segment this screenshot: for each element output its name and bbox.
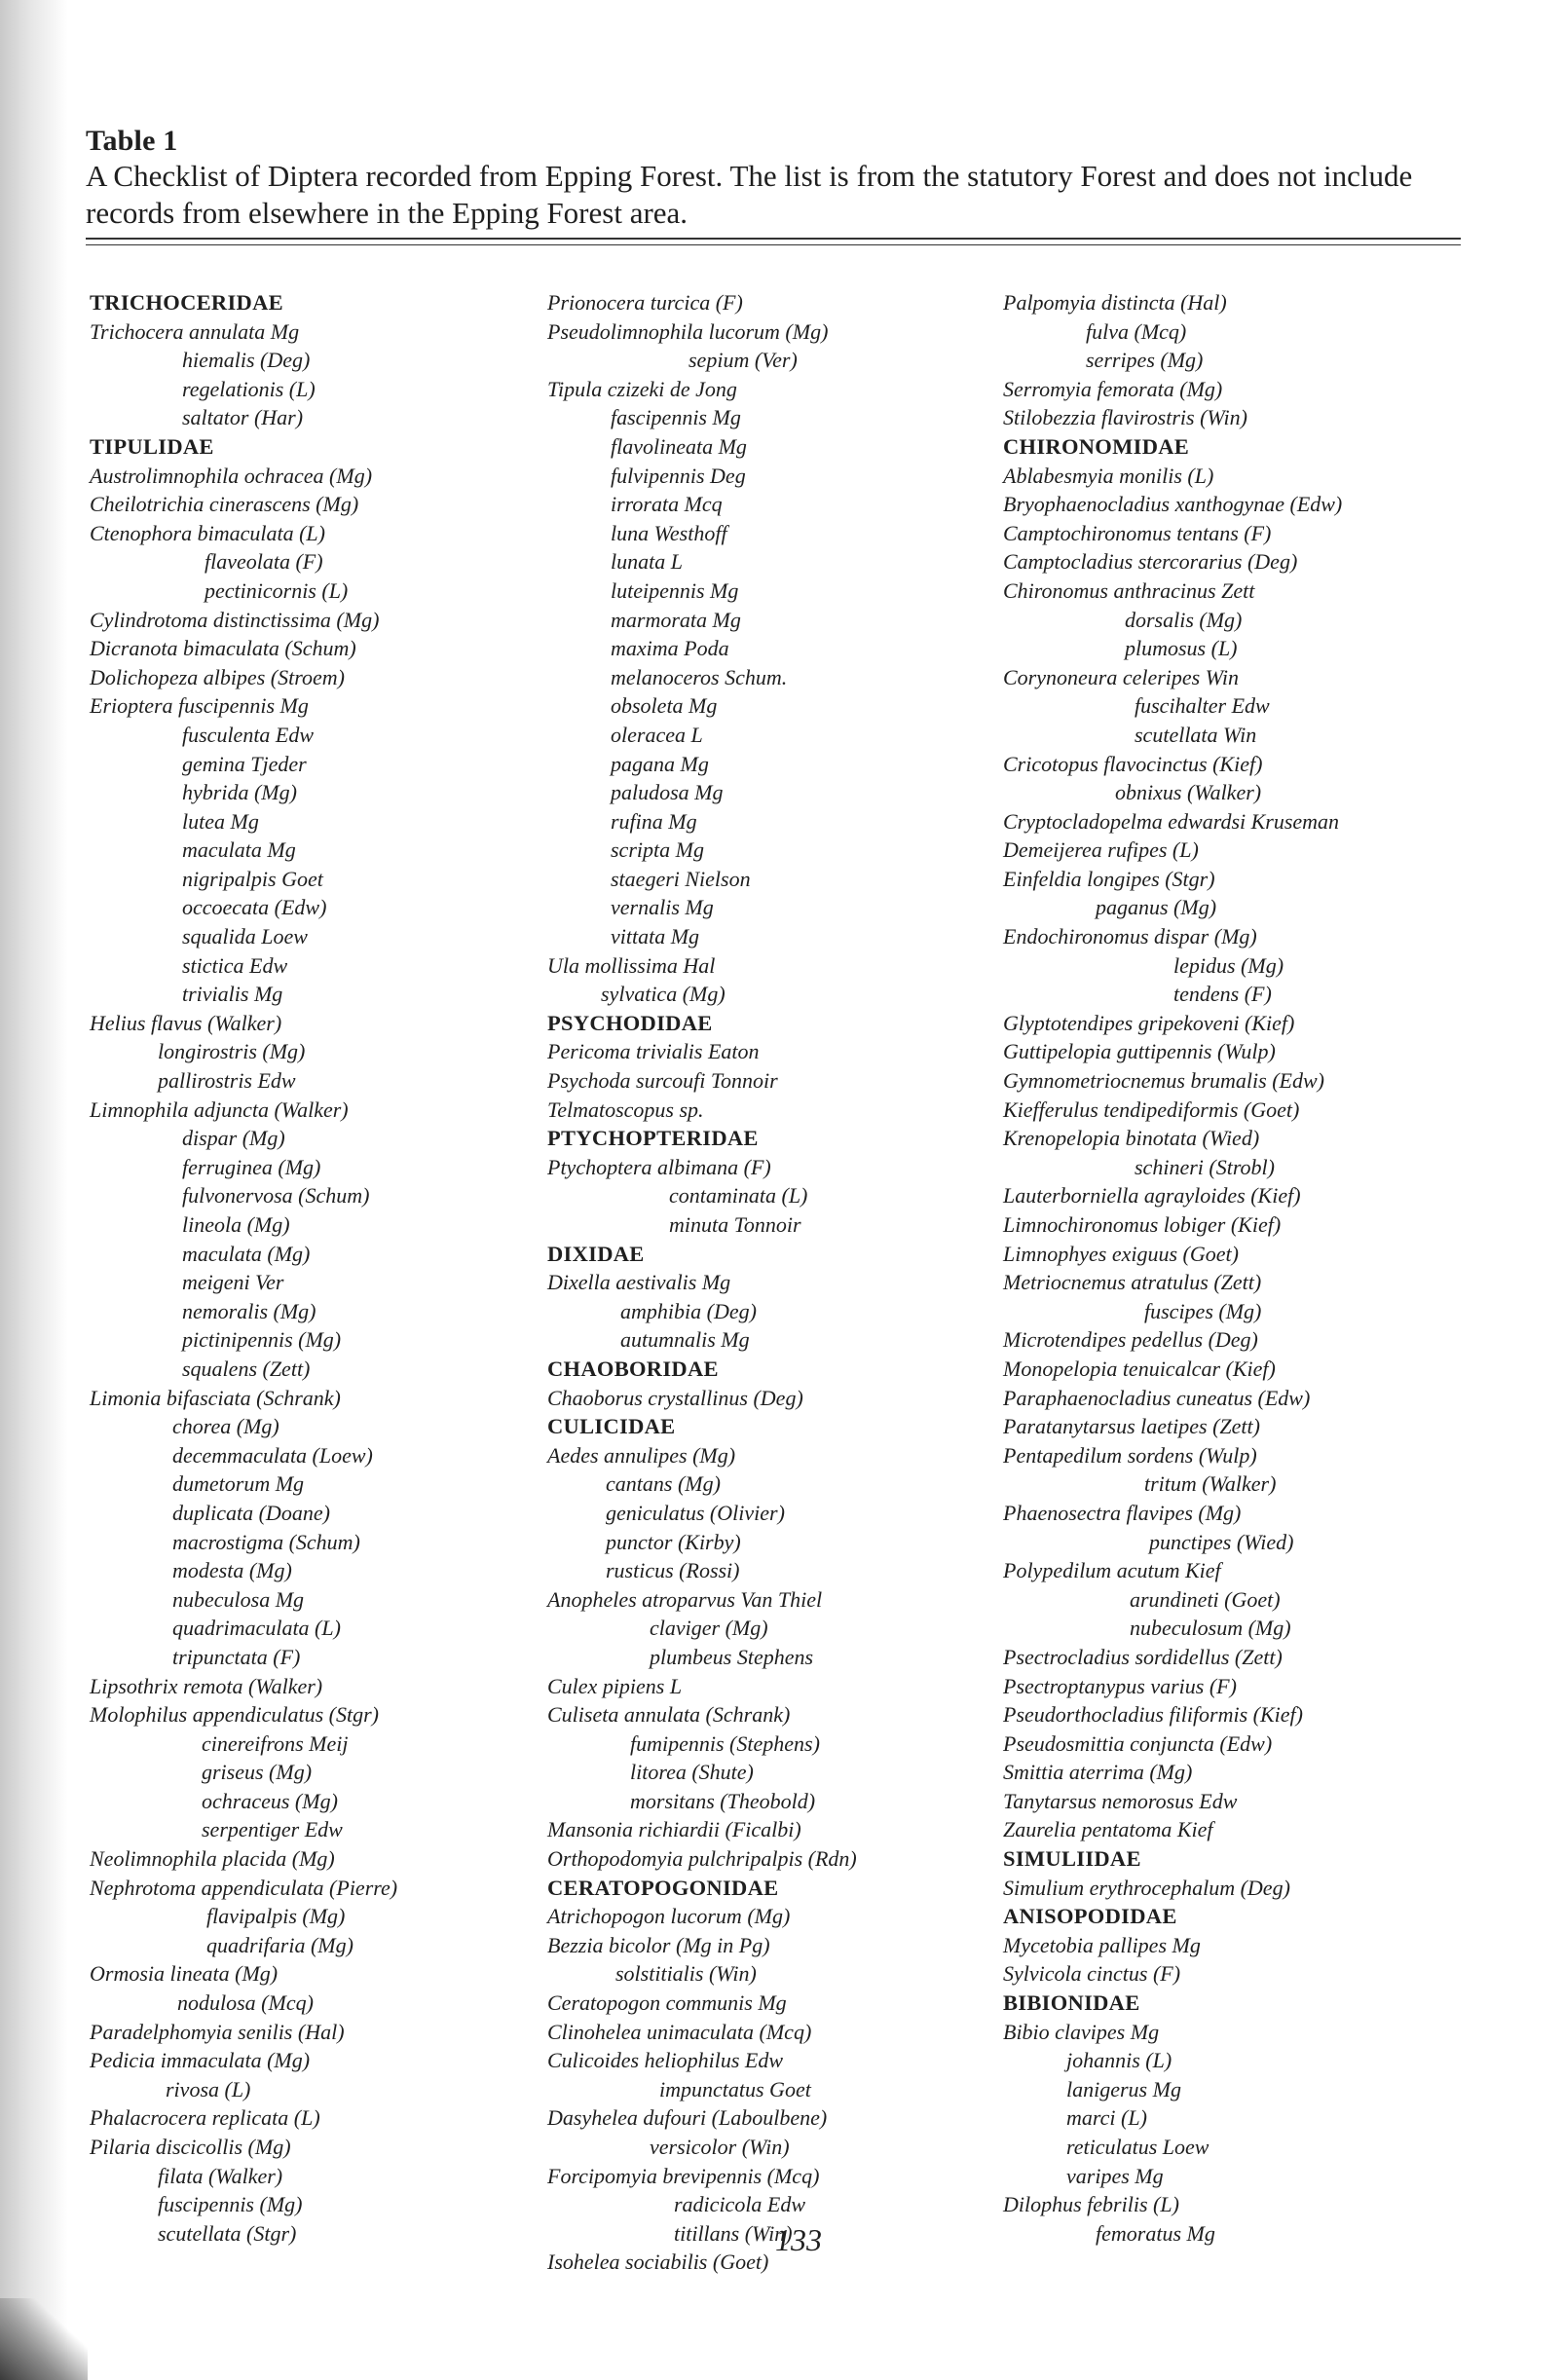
- species-entry: hiemalis (Deg): [182, 348, 311, 373]
- species-entry: squalens (Zett): [182, 1356, 311, 1381]
- species-entry: marci (L): [1066, 2105, 1147, 2131]
- species-entry: Chaoborus crystallinus (Deg): [547, 1385, 803, 1410]
- species-entry: quadrimaculata (L): [172, 1616, 341, 1641]
- species-entry: Camptocladius stercorarius (Deg): [1003, 549, 1298, 575]
- species-entry: rusticus (Rossi): [606, 1558, 740, 1583]
- species-entry: Psectroptanypus varius (F): [1003, 1673, 1237, 1698]
- header-rule: [86, 238, 1461, 240]
- species-entry: marmorata Mg: [611, 607, 741, 632]
- species-entry: occoecata (Edw): [182, 895, 327, 920]
- family-heading: CHAOBORIDAE: [547, 1356, 719, 1381]
- species-entry: modesta (Mg): [172, 1558, 292, 1583]
- species-entry: maculata (Mg): [182, 1241, 311, 1266]
- species-entry: Palpomyia distincta (Hal): [1003, 290, 1227, 315]
- species-entry: Culex pipiens L: [547, 1673, 683, 1698]
- species-entry: geniculatus (Olivier): [606, 1500, 785, 1525]
- species-entry: Forcipomyia brevipennis (Mcq): [547, 2163, 820, 2188]
- species-entry: Guttipelopia guttipennis (Wulp): [1003, 1039, 1276, 1064]
- species-entry: Einfeldia longipes (Stgr): [1003, 866, 1215, 891]
- species-entry: maculata Mg: [182, 837, 296, 863]
- species-entry: Atrichopogon lucorum (Mg): [547, 1904, 791, 1929]
- species-entry: Dasyhelea dufouri (Laboulbene): [547, 2105, 828, 2131]
- species-entry: flavipalpis (Mg): [206, 1904, 346, 1929]
- species-entry: punctipes (Wied): [1149, 1529, 1294, 1554]
- species-entry: Tipula czizeki de Jong: [547, 376, 737, 401]
- species-entry: Demeijerea rufipes (L): [1003, 837, 1199, 863]
- species-entry: Tanytarsus nemorosus Edw: [1003, 1788, 1238, 1813]
- species-entry: maxima Poda: [611, 636, 729, 661]
- species-entry: nigripalpis Goet: [182, 866, 323, 891]
- species-entry: duplicata (Doane): [172, 1500, 330, 1525]
- species-entry: filata (Walker): [158, 2163, 283, 2188]
- species-entry: impunctatus Goet: [659, 2076, 811, 2101]
- species-entry: meigeni Ver: [182, 1270, 284, 1295]
- species-entry: Stilobezzia flavirostris (Win): [1003, 405, 1247, 430]
- species-entry: Bryophaenocladius xanthogynae (Edw): [1003, 492, 1343, 517]
- family-heading: CHIRONOMIDAE: [1003, 433, 1190, 459]
- species-entry: Limnophila adjuncta (Walker): [90, 1097, 349, 1122]
- species-entry: Corynoneura celeripes Win: [1003, 664, 1239, 689]
- species-entry: Serromyia femorata (Mg): [1003, 376, 1223, 401]
- species-entry: radicicola Edw: [674, 2192, 806, 2217]
- species-entry: Neolimnophila placida (Mg): [90, 1846, 335, 1872]
- species-entry: fuscipes (Mg): [1144, 1298, 1262, 1323]
- species-entry: obnixus (Walker): [1115, 780, 1262, 805]
- species-entry: Cylindrotoma distinctissima (Mg): [90, 607, 380, 632]
- species-entry: paganus (Mg): [1096, 895, 1217, 920]
- species-entry: trivialis Mg: [182, 982, 283, 1007]
- species-entry: Paratanytarsus laetipes (Zett): [1003, 1414, 1260, 1439]
- species-entry: fulva (Mcq): [1086, 318, 1187, 344]
- family-heading: PTYCHOPTERIDAE: [547, 1126, 759, 1151]
- species-entry: Trichocera annulata Mg: [90, 318, 300, 344]
- species-entry: Cricotopus flavocinctus (Kief): [1003, 751, 1263, 776]
- species-entry: cantans (Mg): [606, 1471, 721, 1497]
- species-entry: Chironomus anthracinus Zett: [1003, 577, 1255, 603]
- species-entry: lepidus (Mg): [1173, 952, 1284, 978]
- checklist-column-1: [90, 288, 547, 2248]
- species-entry: plumbeus Stephens: [650, 1644, 814, 1669]
- species-entry: decemmaculata (Loew): [172, 1442, 373, 1468]
- species-entry: nubeculosum (Mg): [1130, 1616, 1291, 1641]
- species-entry: Polypedilum acutum Kief: [1003, 1558, 1221, 1583]
- species-entry: ochraceus (Mg): [202, 1788, 338, 1813]
- species-entry: fusculenta Edw: [182, 722, 315, 747]
- species-entry: Clinohelea unimaculata (Mcq): [547, 2019, 812, 2044]
- species-entry: irrorata Mcq: [611, 492, 723, 517]
- species-entry: lineola (Mg): [182, 1212, 290, 1237]
- species-entry: Dixella aestivalis Mg: [547, 1270, 731, 1295]
- species-entry: Erioptera fuscipennis Mg: [90, 693, 309, 719]
- species-entry: Ula mollissima Hal: [547, 952, 716, 978]
- page-number: 133: [775, 2222, 822, 2257]
- species-entry: gemina Tjeder: [182, 751, 307, 776]
- species-entry: sepium (Ver): [688, 348, 798, 373]
- species-entry: Phalacrocera replicata (L): [90, 2105, 320, 2131]
- species-entry: Kiefferulus tendipediformis (Goet): [1003, 1097, 1300, 1122]
- species-entry: melanoceros Schum.: [611, 664, 788, 689]
- species-entry: claviger (Mg): [650, 1616, 768, 1641]
- family-heading: ANISOPODIDAE: [1003, 1904, 1177, 1929]
- family-heading: TIPULIDAE: [90, 433, 214, 459]
- species-entry: fulvipennis Deg: [611, 463, 746, 488]
- species-entry: Mycetobia pallipes Mg: [1003, 1932, 1201, 1957]
- species-entry: johannis (L): [1066, 2048, 1172, 2073]
- species-entry: rufina Mg: [611, 808, 697, 834]
- species-entry: Culicoides heliophilus Edw: [547, 2048, 783, 2073]
- species-entry: Simulium erythrocephalum (Deg): [1003, 1875, 1290, 1900]
- species-entry: scutellata (Stgr): [158, 2220, 297, 2246]
- species-entry: punctor (Kirby): [606, 1529, 741, 1554]
- species-entry: Endochironomus dispar (Mg): [1003, 924, 1257, 949]
- species-entry: fulvonervosa (Schum): [182, 1183, 370, 1209]
- species-entry: Nephrotoma appendiculata (Pierre): [90, 1875, 398, 1900]
- species-entry: Psectrocladius sordidellus (Zett): [1003, 1644, 1283, 1669]
- species-entry: Aedes annulipes (Mg): [547, 1442, 736, 1468]
- species-entry: Prionocera turcica (F): [547, 290, 743, 315]
- species-entry: Ablabesmyia monilis (L): [1003, 463, 1214, 488]
- checklist-column-2: [547, 288, 1005, 2277]
- species-entry: Pseudolimnophila lucorum (Mg): [547, 318, 829, 344]
- species-entry: regelationis (L): [182, 376, 316, 401]
- species-entry: Pilaria discicollis (Mg): [90, 2135, 291, 2159]
- species-entry: dorsalis (Mg): [1125, 607, 1243, 632]
- species-entry: Helius flavus (Walker): [90, 1010, 282, 1035]
- table-caption: A Checklist of Diptera recorded from Epping Forest. The list is from the statutory Forest and does not include records from elsewhere in the Epping Forest area.: [86, 159, 1413, 230]
- species-entry: squalida Loew: [182, 924, 308, 949]
- species-entry: Microtendipes pedellus (Deg): [1003, 1327, 1258, 1353]
- species-entry: quadrifaria (Mg): [206, 1932, 354, 1957]
- species-entry: Sylvicola cinctus (F): [1003, 1961, 1181, 1987]
- checklist-column-3: [1003, 288, 1529, 2248]
- species-entry: luteipennis Mg: [611, 577, 739, 603]
- species-entry: fuscipennis (Mg): [158, 2192, 303, 2217]
- species-entry: Dicranota bimaculata (Schum): [90, 636, 356, 661]
- species-entry: amphibia (Deg): [620, 1298, 757, 1323]
- species-entry: tripunctata (F): [172, 1644, 301, 1669]
- species-entry: Dilophus febrilis (L): [1003, 2192, 1179, 2217]
- species-entry: rivosa (L): [166, 2076, 251, 2101]
- species-entry: Phaenosectra flavipes (Mg): [1003, 1500, 1242, 1525]
- species-entry: Ceratopogon communis Mg: [547, 1990, 787, 2016]
- species-entry: femoratus Mg: [1096, 2220, 1215, 2246]
- species-entry: Krenopelopia binotata (Wied): [1003, 1126, 1260, 1151]
- species-entry: hybrida (Mg): [182, 780, 297, 805]
- table-label: Table 1: [86, 125, 178, 157]
- species-entry: titillans (Win): [674, 2220, 793, 2246]
- species-entry: morsitans (Theobold): [630, 1788, 816, 1813]
- species-entry: reticulatus Loew: [1066, 2135, 1209, 2159]
- species-entry: tritum (Walker): [1144, 1471, 1277, 1497]
- species-entry: Smittia aterrima (Mg): [1003, 1760, 1193, 1785]
- species-entry: ferruginea (Mg): [182, 1154, 321, 1179]
- species-entry: Molophilus appendiculatus (Stgr): [90, 1702, 379, 1728]
- species-entry: Pedicia immaculata (Mg): [90, 2048, 311, 2073]
- species-entry: Psychoda surcoufi Tonnoir: [547, 1068, 778, 1094]
- species-entry: nubeculosa Mg: [172, 1586, 305, 1612]
- species-entry: serpentiger Edw: [202, 1817, 343, 1842]
- species-entry: Dolichopeza albipes (Stroem): [90, 664, 345, 689]
- species-entry: luna Westhoff: [611, 520, 727, 545]
- species-entry: obsoleta Mg: [611, 693, 718, 719]
- species-entry: pagana Mg: [611, 751, 709, 776]
- species-entry: Lauterborniella agrayloides (Kief): [1003, 1183, 1301, 1209]
- species-entry: tendens (F): [1173, 982, 1272, 1007]
- species-entry: Paradelphomyia senilis (Hal): [90, 2019, 345, 2044]
- species-entry: Zaurelia pentatoma Kief: [1003, 1817, 1213, 1842]
- family-heading: SIMULIIDAE: [1003, 1846, 1141, 1872]
- species-entry: dumetorum Mg: [172, 1471, 305, 1497]
- species-entry: staegeri Nielson: [611, 866, 751, 891]
- family-heading: DIXIDAE: [547, 1241, 645, 1266]
- species-entry: Pentapedilum sordens (Wulp): [1003, 1442, 1257, 1468]
- species-entry: dispar (Mg): [182, 1126, 285, 1151]
- species-entry: Lipsothrix remota (Walker): [90, 1673, 323, 1698]
- species-entry: flavolineata Mg: [611, 433, 747, 459]
- species-entry: autumnalis Mg: [620, 1327, 750, 1353]
- species-entry: Ptychoptera albimana (F): [547, 1154, 771, 1179]
- species-entry: scripta Mg: [611, 837, 704, 863]
- species-entry: Glyptotendipes gripekoveni (Kief): [1003, 1010, 1295, 1035]
- species-entry: plumosus (L): [1125, 636, 1238, 661]
- species-entry: fuscihalter Edw: [1135, 693, 1270, 719]
- species-entry: sylvatica (Mg): [601, 982, 726, 1007]
- species-entry: Bibio clavipes Mg: [1003, 2019, 1160, 2044]
- species-entry: Metriocnemus atratulus (Zett): [1003, 1270, 1262, 1295]
- species-entry: solstitialis (Win): [615, 1961, 757, 1987]
- species-entry: Pseudorthocladius filiformis (Kief): [1003, 1702, 1303, 1728]
- species-entry: schineri (Strobl): [1135, 1154, 1275, 1179]
- species-entry: lunata L: [611, 549, 683, 575]
- species-entry: contaminata (L): [669, 1183, 808, 1209]
- species-entry: Bezzia bicolor (Mg in Pg): [547, 1932, 770, 1957]
- species-entry: chorea (Mg): [172, 1414, 279, 1439]
- species-entry: Cheilotrichia cinerascens (Mg): [90, 492, 359, 517]
- species-entry: lutea Mg: [182, 808, 259, 834]
- species-entry: pectinicornis (L): [205, 577, 349, 603]
- family-heading: CULICIDAE: [547, 1414, 676, 1439]
- species-entry: Isohelea sociabilis (Goet): [547, 2250, 769, 2275]
- species-entry: Pericoma trivialis Eaton: [547, 1039, 760, 1064]
- species-entry: Camptochironomus tentans (F): [1003, 520, 1272, 545]
- species-entry: Austrolimnophila ochracea (Mg): [90, 463, 373, 488]
- species-entry: vernalis Mg: [611, 895, 714, 920]
- family-heading: BIBIONIDAE: [1003, 1990, 1140, 2016]
- species-entry: pictinipennis (Mg): [182, 1327, 342, 1353]
- family-heading: CERATOPOGONIDAE: [547, 1875, 779, 1900]
- species-entry: stictica Edw: [182, 952, 288, 978]
- species-entry: Limonia bifasciata (Schrank): [90, 1385, 341, 1410]
- species-entry: varipes Mg: [1066, 2163, 1164, 2188]
- species-entry: fumipennis (Stephens): [630, 1730, 820, 1756]
- species-entry: Orthopodomyia pulchripalpis (Rdn): [547, 1846, 857, 1872]
- species-entry: Gymnometriocnemus brumalis (Edw): [1003, 1068, 1324, 1094]
- species-entry: Ormosia lineata (Mg): [90, 1961, 279, 1987]
- species-entry: fascipennis Mg: [611, 405, 741, 430]
- scan-edge-shadow: [0, 0, 68, 2380]
- species-entry: longirostris (Mg): [158, 1039, 306, 1064]
- species-entry: Limnophyes exiguus (Goet): [1003, 1241, 1239, 1266]
- species-entry: Pseudosmittia conjuncta (Edw): [1003, 1730, 1273, 1756]
- species-entry: Anopheles atroparvus Van Thiel: [547, 1586, 823, 1612]
- species-entry: Limnochironomus lobiger (Kief): [1003, 1212, 1282, 1237]
- species-entry: flaveolata (F): [205, 549, 323, 575]
- species-entry: arundineti (Goet): [1130, 1586, 1281, 1612]
- family-heading: TRICHOCERIDAE: [90, 290, 283, 315]
- species-entry: Ctenophora bimaculata (L): [90, 520, 325, 545]
- species-entry: oleracea L: [611, 722, 703, 747]
- species-entry: serripes (Mg): [1086, 348, 1204, 373]
- species-entry: Paraphaenocladius cuneatus (Edw): [1003, 1385, 1311, 1410]
- species-entry: lanigerus Mg: [1066, 2076, 1181, 2101]
- species-entry: macrostigma (Schum): [172, 1529, 360, 1554]
- species-entry: cinereifrons Meij: [202, 1730, 349, 1756]
- species-entry: scutellata Win: [1135, 722, 1257, 747]
- species-entry: saltator (Har): [182, 405, 304, 430]
- species-entry: vittata Mg: [611, 924, 700, 949]
- species-entry: griseus (Mg): [202, 1760, 313, 1785]
- species-entry: nemoralis (Mg): [182, 1298, 316, 1323]
- species-entry: versicolor (Win): [650, 2135, 790, 2159]
- species-entry: pallirostris Edw: [158, 1068, 296, 1094]
- species-entry: Monopelopia tenuicalcar (Kief): [1003, 1356, 1276, 1381]
- species-entry: nodulosa (Mcq): [177, 1990, 314, 2016]
- species-entry: paludosa Mg: [611, 780, 724, 805]
- species-entry: Culiseta annulata (Schrank): [547, 1702, 791, 1728]
- species-entry: Telmatoscopus sp.: [547, 1097, 704, 1122]
- species-entry: minuta Tonnoir: [669, 1212, 801, 1237]
- species-entry: litorea (Shute): [630, 1760, 754, 1785]
- species-entry: Cryptocladopelma edwardsi Kruseman: [1003, 808, 1340, 834]
- header-rule-thin: [86, 244, 1461, 245]
- scan-corner-shadow: [0, 2298, 88, 2380]
- species-entry: Mansonia richiardii (Ficalbi): [547, 1817, 801, 1842]
- family-heading: PSYCHODIDAE: [547, 1010, 713, 1035]
